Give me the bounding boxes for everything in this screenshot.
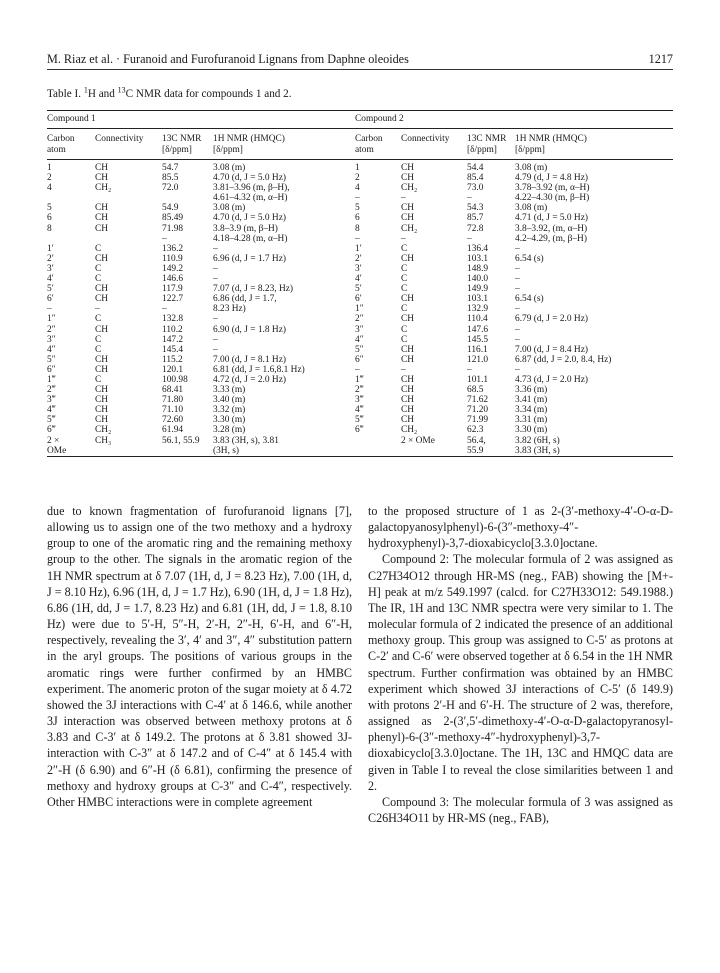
table-row [47,274,673,284]
table-cell: 3.28 (m) [213,425,246,436]
table-cell: 5 [355,203,360,214]
table-cell: 4‴ [355,405,364,416]
table-cell: 3.82 (6H, s) [515,435,560,446]
table-cell: 4.2–4.29, (m, β–H) [515,233,587,244]
table-cell: 2″ [355,314,364,325]
table-cell: 3.83 (3H, s), 3.81 [213,435,279,446]
table-cell: 149.2 [162,263,184,274]
table-cell: 5′ [355,284,362,295]
table-cell: 6‴ [355,425,364,436]
table-cell: CH [95,223,109,234]
table-cell: CH [401,163,415,173]
table-cell: 8.23 Hz) [213,304,246,315]
table-row [47,365,673,375]
table-cell: 2′ [355,253,362,264]
table-cell: – [401,233,406,244]
table-cell: 117.9 [162,284,183,295]
table-cell: 3.83 (3H, s) [515,445,560,456]
table-cell: – [515,274,520,285]
table-cell: 6′ [47,294,54,305]
table-cell: 2 × OMe [401,435,435,446]
table-cell: 3.40 (m) [213,395,246,406]
table-row [47,405,673,415]
table-cell: – [515,263,520,274]
table-cell: 4.22–4.30 (m, β–H) [515,193,590,204]
table-cell: 120.1 [162,364,184,375]
table-cell: 71.10 [162,405,184,416]
table-cell: 55.9 [467,445,484,456]
table-cell: CH [401,253,415,264]
table-cell: 3.41 (m) [515,395,548,406]
table-cell: 145.4 [162,344,184,355]
table-cell: 5 [47,203,52,214]
nmr-table [47,110,673,457]
table-cell: – [467,193,472,204]
table-cell: 8 [355,223,360,234]
column-header: Connectivity [401,134,450,144]
table-cell: 5″ [47,354,56,365]
table-cell: 3.81–3.96 (m, β–H), [213,183,290,194]
table-row [47,294,673,304]
table-cell: CH [401,203,415,214]
table-cell: 6.54 (s) [515,294,544,305]
table-cell: 54.9 [162,203,179,214]
table-cell: – [213,243,218,254]
table-cell: 1 [355,163,360,173]
table-cell: 110.4 [467,314,488,325]
table-cell: – [355,364,360,375]
table-cell: 146.6 [162,274,184,285]
table-cell: 4.72 (d, J = 2.0 Hz) [213,374,286,385]
table-cell: C [95,334,102,345]
table-cell: 4.18–4.28 (m, α–H) [213,233,288,244]
table-bottom-rule [47,456,673,457]
table-cell: 3.30 (m) [515,425,548,436]
table-cell: – [401,364,406,375]
table-cell: 3.36 (m) [515,385,548,396]
table-row [47,183,673,193]
table-cell: 6′ [355,294,362,305]
table-cell: CH [401,405,415,416]
column-header: 1H NMR (HMQC) [δ/ppm] [213,134,285,155]
table-cell: – [213,344,218,355]
table-cell: – [213,314,218,325]
table-cell: – [515,364,520,375]
table-cell: 7.00 (d, J = 8.4 Hz) [515,344,588,355]
table-cell: CH₃ [95,435,112,446]
table-cell: C [95,243,102,254]
compound-row [47,111,673,128]
table-row [47,203,673,213]
table-cell: 103.1 [467,253,489,264]
table-cell: 4‴ [47,405,56,416]
table-cell: CH [401,415,415,426]
table-cell: CH [95,364,109,375]
column-headers [47,129,673,159]
table-cell: 6 [355,213,360,224]
table-cell: – [355,233,360,244]
table-row [47,163,673,173]
table-cell: 1 [47,163,52,173]
table-cell: 147.2 [162,334,184,345]
column-header: 1H NMR (HMQC) [δ/ppm] [515,134,587,155]
table-cell: 1′ [47,243,54,254]
table-cell: 6‴ [47,425,56,436]
table-cell: 3.8–3.9 (m, β–H) [213,223,278,234]
table-cell: – [515,324,520,335]
table-cell: 71.80 [162,395,184,406]
table-cell: – [95,304,100,315]
column-header: Carbon atom [355,134,383,155]
table-row [47,304,673,314]
table-cell: – [515,243,520,254]
table-cell: CH₂ [401,183,418,194]
table-cell: 121.0 [467,354,489,365]
table-row [47,244,673,254]
table-cell: 85.49 [162,213,184,224]
table-cell: 5″ [355,344,364,355]
table-cell: C [95,314,102,325]
table-row [47,284,673,294]
table-cell: CH [401,385,415,396]
table-cell: 3.78–3.92 (m, α–H) [515,183,590,194]
table-cell: 6.86 (dd, J = 1.7, [213,294,277,305]
table-row [47,375,673,385]
table-cell: C [401,324,408,335]
table-cell: 4.70 (d, J = 5.0 Hz) [213,213,286,224]
table-cell: 6″ [355,354,364,365]
table-cell: 85.4 [467,173,484,184]
table-cell: 73.0 [467,183,484,194]
table-row [47,264,673,274]
table-cell: 72.8 [467,223,484,234]
table-cell: – [467,364,472,375]
table-cell: 4′ [47,274,54,285]
table-cell: 6.81 (dd, J = 1.6,8.1 Hz) [213,364,305,375]
table-cell: 68.41 [162,385,184,396]
table-row [47,425,673,435]
table-cell: C [401,243,408,254]
table-cell: 72.60 [162,415,184,426]
table-row [47,395,673,405]
table-cell: 5‴ [355,415,364,426]
table-cell: – [355,193,360,204]
table-row [47,314,673,324]
table-cell: 71.20 [467,405,489,416]
table-cell: 1″ [355,304,364,315]
table-cell: 6 [47,213,52,224]
table-cell: 2″ [47,324,56,335]
table-cell: 132.8 [162,314,184,325]
table-cell: 147.6 [467,324,489,335]
compound-1-label: Compound 1 [47,114,96,124]
table-cell: 4′ [355,274,362,285]
column-header: Carbon atom [47,134,75,155]
table-body [47,160,673,456]
left-column [47,503,352,810]
table-cell: 145.5 [467,334,489,345]
table-cell: CH [95,213,109,224]
table-cell: 100.98 [162,374,188,385]
table-cell: C [401,263,408,274]
table-row [47,415,673,425]
paragraph: to the proposed structure of 1 as 2-(3′-methoxy-4′-O-α-D-galactopyanosylphenyl)-6-(3″-methoxy-4″-hydroxyphenyl)-3,7-dioxabicyclo[3.3.0]octane. [368,504,673,551]
table-cell: 71.62 [467,395,489,406]
table-cell: 110.9 [162,253,183,264]
table-cell: – [213,274,218,285]
table-caption: Table I. $^1$H and $^{13}$C NMR data for compounds 1 and 2. [47,85,292,100]
table-cell: 62.3 [467,425,484,436]
table-cell: 2 [47,173,52,184]
table-cell: 2‴ [355,385,364,396]
table-cell: 56.4, [467,435,486,446]
table-cell: – [213,263,218,274]
column-header: Connectivity [95,134,144,144]
table-cell: CH [95,163,109,173]
table-cell: 3.08 (m) [213,163,246,173]
table-cell: 6.90 (d, J = 1.8 Hz) [213,324,286,335]
table-cell: 54.3 [467,203,484,214]
table-cell: CH [401,173,415,184]
table-row [47,335,673,345]
table-cell: OMe [47,445,67,456]
table-cell: 3.31 (m) [515,415,548,426]
table-cell: C [401,274,408,285]
table-cell: 115.2 [162,354,183,365]
table-cell: 2′ [47,253,54,264]
running-header [47,52,673,67]
table-cell: 136.4 [467,243,489,254]
table-cell: 4.79 (d, J = 4.8 Hz) [515,173,588,184]
table-cell: 2‴ [47,385,56,396]
table-cell: 4 [47,183,52,194]
table-cell: 116.1 [467,344,488,355]
table-cell: 132.9 [467,304,489,315]
table-cell: 101.1 [467,374,489,385]
table-cell: 1′ [355,243,362,254]
table-row [47,436,673,446]
table-cell: 5′ [47,284,54,295]
table-cell: 4.73 (d, J = 2.0 Hz) [515,374,588,385]
table-cell: 7.07 (d, J = 8.23, Hz) [213,284,294,295]
header-title: Furanoid and Furofuranoid Lignans from Daphne oleoides [123,52,409,66]
table-cell: C [401,284,408,295]
table-cell: 3.08 (m) [213,203,246,214]
table-cell: 4.61–4.32 (m, α–H) [213,193,288,204]
table-cell: 72.0 [162,183,179,194]
table-cell: CH [95,284,109,295]
table-cell: 8 [47,223,52,234]
table-cell: 103.1 [467,294,489,305]
table-cell: 3.32 (m) [213,405,246,416]
table-cell: CH [95,294,109,305]
table-row [47,254,673,264]
table-cell: 4″ [355,334,364,345]
table-cell: – [162,233,167,244]
table-cell: 68.5 [467,385,484,396]
table-cell: CH₂ [95,425,112,436]
table-cell: CH [401,213,415,224]
table-cell: CH [95,405,109,416]
paragraph: due to known fragmentation of furofuranoid lignans [7], allowing us to assign one of the two methoxy and a hydroxy group to one of the aromatic ring and the remaining methoxy group to the other. The signals in the aromatic region of the 1H NMR spectrum at δ 7.07 (1H, d, J = 8.23 Hz), 7.00 (1H, d, J = 8.10 Hz), 6.96 (1H, d, J = 1.7 Hz), 6.90 (1H, d, J = 1.8 Hz), 6.86 (1H, dd, J = 1.7, 8.23 Hz) and 6.81 (1H, dd, J = 1.8, 8.10 Hz) were due to 5′-H, 5″-H, 2′-H, 2″-H, 6′-H, and 6″-H, respectively, revealing the 3′, 4′ and 3″, 4″ substitution pattern in the aryl groups. The positions of various groups in the aromatic rings were further confirmed by an HMBC experiment. The anomeric proton of the sugar moiety at δ 4.72 showed the 3J interactions with C-4′ at δ 146.6, while another 3J interaction was observed between methoxy protons at δ 3.83 and C-3′ at δ 149.2. The protons at δ 3.81 showed 3J- interaction with C-3″ at δ 147.2 and of C-4″ at δ 145.4 with 2″-H (δ 6.90) and 6″-H (δ 6.81), confirming the presence of methoxy and hydroxy groups at C-3″ and C-4″, respectively. Other HMBC interactions were in complete agreement [47,504,352,809]
table-cell: CH [95,415,109,426]
table-cell: 4″ [47,344,56,355]
table-cell: 3.34 (m) [515,405,548,416]
table-cell: 85.7 [467,213,484,224]
table-cell: CH [95,203,109,214]
table-cell: 4.70 (d, J = 5.0 Hz) [213,173,286,184]
table-row [47,355,673,365]
table-cell: 2 [355,173,360,184]
right-column [368,503,673,826]
table-cell: CH [95,324,109,335]
table-cell: CH [401,354,415,365]
table-row [47,173,673,183]
table-cell: 7.00 (d, J = 8.1 Hz) [213,354,286,365]
table-cell: – [467,233,472,244]
paragraph: Compound 2: The molecular formula of 2 was assigned as C27H34O12 through HR-MS (neg., FAB) showing the [M+-H] peak at m/z 549.1997 (calcd. for C27H33O12: 549.1988.) The IR, 1H and 13C NMR spectra were very similar to 1. The molecular formula of 2 indicated the presence of an additional methoxy group. This group was assigned to C-5′ as protons at C-2′ and C-6′ were observed together at δ 6.54 in the 1H NMR spectrum. Further confirmation was obtained by an HMBC experiment which showed 3J interactions of C-5′ (δ 149.9) with protons 2′-H and 6′-H. The structure of 2 was, therefore, assigned as 2-(3′,5′-dimethoxy-4′-O-α-D-galactopyranosyl-phenyl)-6-(3″-methoxy-4″-hydroxyphenyl)-3,7-dioxabicyclo[3.3.0]octane. The 1H, 13C and HMQC data are given in Table I to reveal the close similarities between 1 and 2. [368,552,673,793]
table-cell: – [515,284,520,295]
table-cell: 3.08 (m) [515,203,548,214]
table-cell: CH₂ [401,425,418,436]
table-cell: 122.7 [162,294,184,305]
table-row [47,224,673,234]
table-cell: – [213,334,218,345]
table-cell: C [95,274,102,285]
table-row [47,213,673,223]
table-cell: 3.30 (m) [213,415,246,426]
table-cell: 4 [355,183,360,194]
table-cell: 1‴ [355,374,364,385]
table-cell: CH [401,395,415,406]
table-cell: 54.7 [162,163,179,173]
table-cell: 6.79 (d, J = 2.0 Hz) [515,314,588,325]
table-cell: 3‴ [47,395,56,406]
table-row [47,385,673,395]
table-cell: – [515,304,520,315]
table-cell: CH [401,294,415,305]
table-cell: – [515,334,520,345]
table-row [47,193,673,203]
table-cell: 3′ [355,263,362,274]
header-authors: M. Riaz et al. [47,52,113,66]
table-cell: 2 × [47,435,60,446]
table-cell: 3″ [355,324,364,335]
table-cell: 71.99 [467,415,489,426]
table-cell: C [95,374,102,385]
compound-2-label: Compound 2 [355,114,404,124]
table-cell: 3″ [47,334,56,345]
column-header: 13C NMR [δ/ppm] [467,134,507,155]
table-cell: – [162,304,167,315]
table-cell: – [47,304,52,315]
table-row [47,325,673,335]
table-cell: 5‴ [47,415,56,426]
column-header: 13C NMR [δ/ppm] [162,134,202,155]
table-cell: C [95,263,102,274]
table-cell: 6.87 (dd, J = 2.0, 8.4, Hz) [515,354,612,365]
table-cell: 4.71 (d, J = 5.0 Hz) [515,213,588,224]
table-cell: CH [401,374,415,385]
table-cell: 6″ [47,364,56,375]
table-cell: CH [95,354,109,365]
header-rule [47,69,673,70]
paragraph: Compound 3: The molecular formula of 3 was assigned as C26H34O11 by HR-MS (neg., FAB), [368,794,673,825]
table-row [47,446,673,456]
table-cell: 1‴ [47,374,56,385]
table-cell: C [95,344,102,355]
table-cell: 6.54 (s) [515,253,544,264]
table-cell: 3′ [47,263,54,274]
table-cell: 85.5 [162,173,179,184]
table-cell: CH [95,253,109,264]
table-cell: 56.1, 55.9 [162,435,200,446]
table-cell: 1″ [47,314,56,325]
table-cell: 71.98 [162,223,184,234]
header-authors-title: M. Riaz et al. · Furanoid and Furofuranoid Lignans from Daphne oleoides [47,52,409,66]
table-cell: CH₂ [401,223,418,234]
table-cell: 3.33 (m) [213,385,246,396]
table-cell: CH₂ [95,183,112,194]
table-cell: 3‴ [355,395,364,406]
table-cell: C [401,304,408,315]
table-cell: CH [401,314,415,325]
table-cell: (3H, s) [213,445,240,456]
table-cell: 54.4 [467,163,484,173]
table-cell: 6.96 (d, J = 1.7 Hz) [213,253,286,264]
table-cell: 136.2 [162,243,184,254]
table-row [47,345,673,355]
table-cell: – [401,193,406,204]
table-cell: 140.0 [467,274,489,285]
table-cell: 3.8–3.92, (m, α–H) [515,223,588,234]
table-cell: 110.2 [162,324,183,335]
table-cell: 149.9 [467,284,489,295]
table-cell: CH [401,344,415,355]
table-cell: CH [95,395,109,406]
table-cell: 3.08 (m) [515,163,548,173]
table-row [47,234,673,244]
table-cell: 148.9 [467,263,489,274]
page-number: 1217 [648,52,673,66]
table-cell: CH [95,173,109,184]
table-cell: 61.94 [162,425,184,436]
table-cell: C [401,334,408,345]
table-cell: CH [95,385,109,396]
